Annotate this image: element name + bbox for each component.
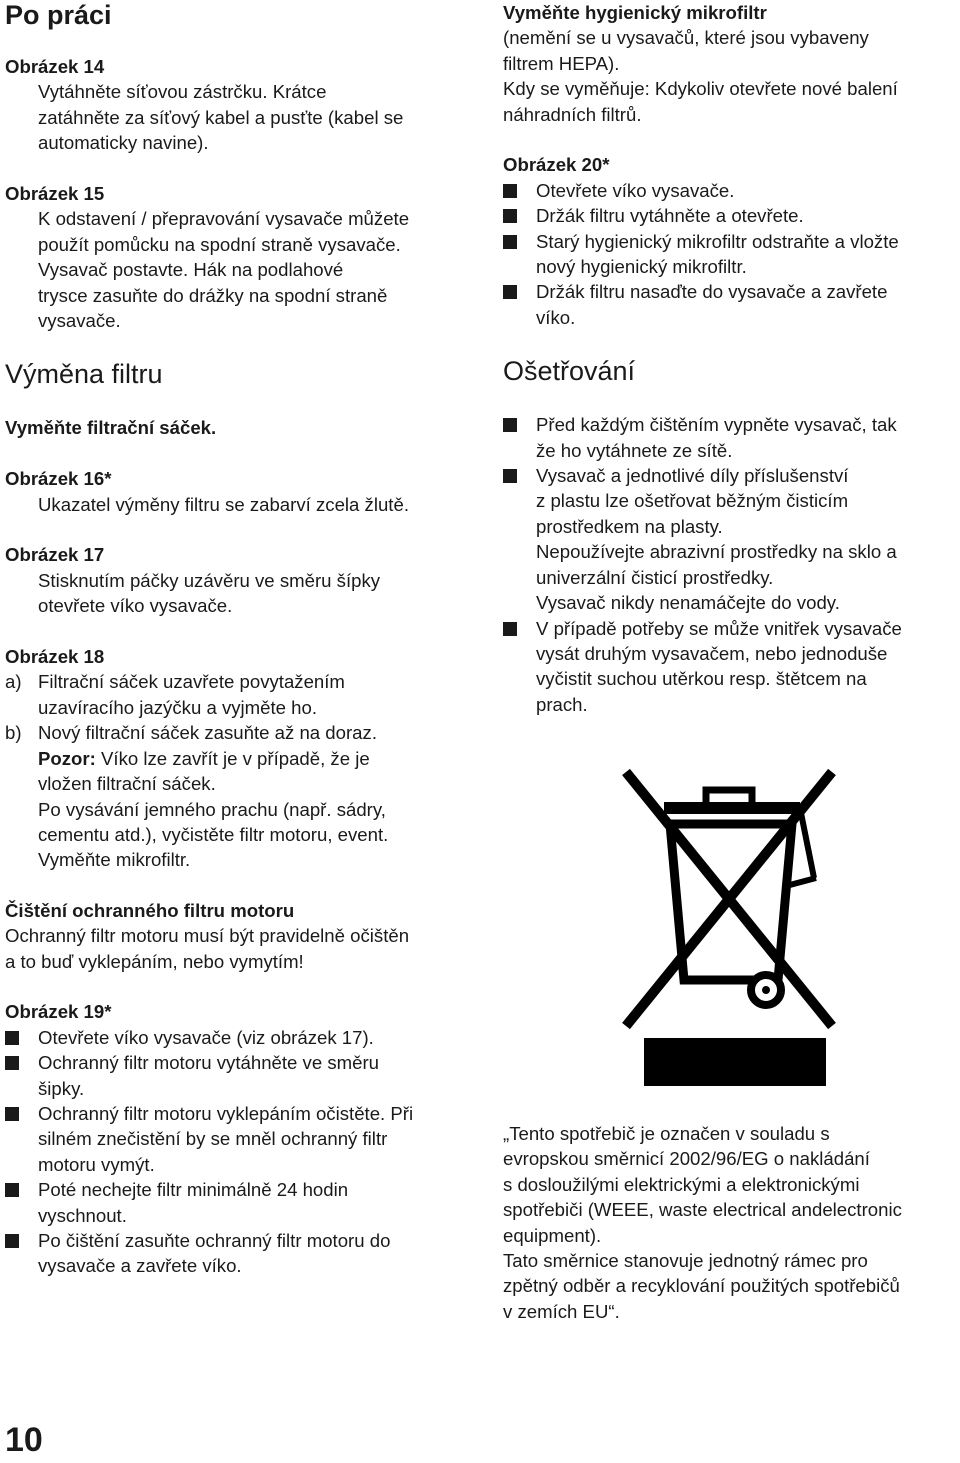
text-line: spotřebiči (WEEE, waste electrical andelectronic	[503, 1199, 902, 1221]
hepa-heading: Vyměňte hygienický mikrofiltr	[503, 2, 767, 23]
fig18-step-a	[5, 669, 475, 720]
text-line: prostředkem na plasty.	[536, 515, 723, 537]
fig18-step-b	[5, 720, 475, 872]
text-line: Vysavač a jednotlivé díly příslušenství	[536, 465, 849, 487]
filter-section-title: Výměna filtru	[5, 359, 163, 390]
fig14-text	[5, 79, 475, 155]
text-line: Kdy se vyměňuje: Kdykoliv otevřete nové balení	[503, 78, 898, 100]
fig16-text: Ukazatel výměny filtru se zabarví zcela žlutě.	[38, 493, 409, 515]
text-line: náhradních filtrů.	[503, 103, 642, 125]
text-line: vyčistit suchou utěrkou resp. štětcem na	[536, 668, 867, 690]
caution-text: Víko lze zavřít je v případě, že je	[95, 747, 370, 769]
step-letter: a)	[5, 671, 22, 693]
fig19-heading: Obrázek 19*	[5, 1001, 112, 1023]
text-line: Držák filtru vytáhněte a otevřete.	[536, 205, 804, 227]
weee-text	[503, 1121, 958, 1324]
text-line: uzavíracího jazýčku a vyjměte ho.	[38, 696, 318, 718]
text-line: v zemích EU“.	[503, 1300, 620, 1322]
text-line: Ochranný filtr motoru musí být pravidelně očištěn	[5, 925, 410, 947]
text-line: Filtrační sáček uzavřete povytažením	[38, 671, 345, 693]
text-line: vložen filtrační sáček.	[38, 773, 216, 795]
text-line: šipky.	[38, 1077, 85, 1099]
text-line: vysát druhým vysavačem, nebo jednoduše	[536, 642, 888, 664]
text-line: Před každým čištěním vypněte vysavač, tak	[536, 414, 897, 436]
text-line: z plastu lze ošetřovat běžným čisticím	[536, 490, 849, 512]
text-line: vyschnout.	[38, 1204, 127, 1226]
text-line: že ho vytáhnete ze sítě.	[536, 439, 733, 461]
text-line: zatáhněte za síťový kabel a pusťte (kabel se	[38, 106, 404, 128]
care-list	[503, 412, 958, 717]
step-letter: b)	[5, 722, 22, 744]
text-line: Otevřete víko vysavače.	[536, 179, 735, 201]
text-line: Po vysávání jemného prachu (např. sádry,	[38, 798, 386, 820]
caution-line	[38, 746, 475, 771]
text-line: a to buď vyklepáním, nebo vymytím!	[5, 950, 304, 972]
text-line: filtrem HEPA).	[503, 52, 620, 74]
text-line: Otevřete víko vysavače (viz obrázek 17).	[38, 1026, 374, 1048]
fig17-heading: Obrázek 17	[5, 544, 105, 566]
text-line: s dosloužilými elektrickými a elektronickými	[503, 1173, 860, 1195]
text-line: Vysavač postavte. Hák na podlahové	[38, 259, 344, 281]
text-line: vysavače.	[38, 310, 121, 332]
text-line: motoru vymýt.	[38, 1153, 155, 1175]
filter-subheading: Vyměňte filtrační sáček.	[5, 417, 217, 439]
text-line: (nemění se u vysavačů, které jsou vybaveny	[503, 27, 869, 49]
text-line: cementu atd.), vyčistěte filtr motoru, event.	[38, 823, 389, 845]
text-line: V případě potřeby se může vnitřek vysavače	[536, 617, 902, 639]
text-line: K odstavení / přepravování vysavače můžete	[38, 208, 410, 230]
list-item	[5, 1101, 475, 1177]
right-column	[503, 0, 958, 1322]
list-item	[503, 229, 958, 280]
list-item	[5, 1177, 475, 1228]
text-line: nový hygienický mikrofiltr.	[536, 256, 747, 278]
text-line: Nepoužívejte abrazivní prostředky na sklo a	[536, 541, 897, 563]
left-column	[5, 0, 475, 1279]
text-line: Poté nechejte filtr minimálně 24 hodin	[38, 1179, 349, 1201]
motor-filter-heading: Čištění ochranného filtru motoru	[5, 899, 295, 921]
list-item	[503, 616, 958, 718]
fig20-heading: Obrázek 20*	[503, 154, 610, 176]
text-line: „Tento spotřebič je označen v souladu s	[503, 1123, 830, 1144]
list-item	[5, 1025, 475, 1050]
fig15-heading: Obrázek 15	[5, 183, 105, 205]
text-line: Tato směrnice stanovuje jednotný rámec pro	[503, 1250, 868, 1272]
text-line: zpětný odběr a recyklování použitých spotřebičů	[503, 1275, 900, 1297]
fig14-heading: Obrázek 14	[5, 56, 105, 77]
text-line: použít pomůcku na spodní straně vysavače.	[38, 233, 401, 255]
text-line: otevřete víko vysavače.	[38, 595, 233, 617]
list-item	[503, 203, 958, 228]
text-line: trysce zasuňte do drážky na spodní straně	[38, 284, 388, 306]
page-number: 10	[5, 1421, 43, 1459]
text-line: equipment).	[503, 1224, 602, 1246]
weee-black-bar	[644, 1038, 826, 1086]
text-line: Ochranný filtr motoru vytáhněte ve směru	[38, 1052, 380, 1074]
text-line: Stisknutím páčky uzávěru ve směru šípky	[38, 569, 381, 591]
text-line: univerzální čisticí prostředky.	[536, 566, 774, 588]
list-item	[503, 178, 958, 203]
page-title: Po práci	[5, 0, 112, 30]
text-line: Vysavač nikdy nenamáčejte do vody.	[536, 592, 840, 614]
list-item	[503, 412, 958, 463]
text-line: Nový filtrační sáček zasuňte až na doraz.	[38, 722, 377, 744]
text-line: Vyměňte mikrofiltr.	[38, 849, 191, 871]
text-line: Vytáhněte síťovou zástrčku. Krátce	[38, 81, 327, 103]
text-line: Starý hygienický mikrofiltr odstraňte a vložte	[536, 230, 899, 252]
list-item	[5, 1050, 475, 1101]
text-line: automaticky navine).	[38, 132, 209, 154]
text-line: Po čištění zasuňte ochranný filtr motoru do	[38, 1229, 391, 1251]
list-item	[503, 279, 958, 330]
text-line: Ochranný filtr motoru vyklepáním očistěte. Při	[38, 1102, 414, 1124]
care-section-title: Ošetřování	[503, 356, 636, 387]
list-item	[5, 1228, 475, 1279]
fig19-list	[5, 1025, 475, 1279]
fig16-heading: Obrázek 16*	[5, 468, 112, 490]
fig18-heading: Obrázek 18	[5, 646, 105, 668]
text-line: víko.	[536, 306, 576, 328]
text-line: vysavače a zavřete víko.	[38, 1255, 242, 1277]
text-line: Držák filtru nasaďte do vysavače a zavřete	[536, 281, 888, 303]
caution-label: Pozor:	[38, 747, 96, 769]
fig20-list	[503, 178, 958, 330]
text-line: prach.	[536, 693, 588, 715]
fig15-text	[5, 206, 475, 333]
text-line: silném znečistění by se mněl ochranný filtr	[38, 1128, 388, 1150]
text-line: evropskou směrnicí 2002/96/EG o nakládání	[503, 1148, 870, 1170]
list-item	[503, 463, 958, 615]
